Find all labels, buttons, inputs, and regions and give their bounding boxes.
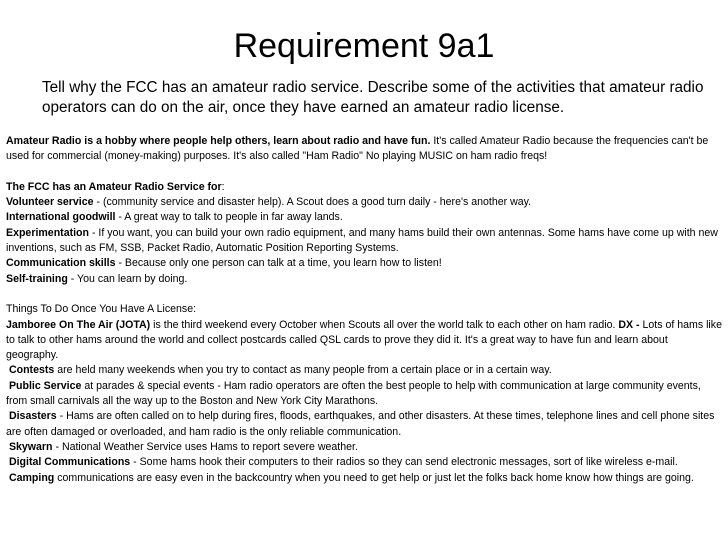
activity-text: are held many weekends when you try to contact as many people from a certain place or in a certain way. <box>54 364 552 377</box>
activity-disasters <box>6 409 722 440</box>
activity-skywarn <box>6 440 722 455</box>
activity-term: Public Service <box>8 379 82 392</box>
activity-text: communications are easy even in the backcountry when you need to get help or just let the folks back home know how things are going. <box>54 471 694 484</box>
intro-paragraph <box>6 134 722 165</box>
service-text: - If you want, you can build your own radio equipment, and many hams build their own antennas. Some hams have come up with new inventions, such as FM, SSB, Packet Radio, Automatic Position Reporting Systems. <box>6 226 718 255</box>
intro-bold: Amateur Radio is a hobby where people help others, learn about radio and have fun. <box>6 135 431 147</box>
slide-title: Requirement 9a1 <box>233 27 495 65</box>
service-item-experimentation <box>6 226 722 257</box>
activity-term: Jamboree On The Air (JOTA) <box>6 318 151 331</box>
requirement-question: Tell why the FCC has an amateur radio service. Describe some of the activities that amateur radio operators can do on the air, once they have earned an amateur radio license. <box>42 79 704 116</box>
service-text: - (community service and disaster help). A Scout does a good turn daily - here's another way. <box>93 196 532 209</box>
service-heading-colon: : <box>221 180 225 193</box>
activity-text: is the third weekend every October when Scouts all over the world talk to each other on ham radio. <box>150 318 619 331</box>
service-item-communication <box>6 256 722 271</box>
activity-text: - National Weather Service uses Hams to report severe weather. <box>52 440 358 453</box>
activity-term: Contests <box>8 364 55 377</box>
activity-text: at parades & special events - Ham radio operators are often the best people to help with communication at large community events, from small carnivals all the way up to the Boston and New York City Marathons. <box>6 379 701 408</box>
activity-camping <box>6 471 722 486</box>
service-term: Experimentation <box>6 226 90 239</box>
service-term: Volunteer service <box>6 196 94 209</box>
service-heading-bold: The FCC has an Amateur Radio Service for <box>6 180 222 193</box>
activity-term: Camping <box>8 471 55 484</box>
activity-term: Skywarn <box>8 440 53 453</box>
activity-text: - Hams are often called on to help during fires, floods, earthquakes, and other disasters. At these times, telephone lines and cell phone sites are often damaged or overloaded, and ham radio is the only reliable communication. <box>6 410 715 438</box>
service-term: Self-training <box>6 272 68 285</box>
service-text: - A great way to talk to people in far away lands. <box>115 211 343 224</box>
activity-term: Digital Communications <box>8 456 131 469</box>
slide-body <box>6 134 722 486</box>
service-item-self-training <box>6 272 722 287</box>
activity-term: Disasters <box>8 410 57 423</box>
activity-contests <box>6 363 722 378</box>
activity-text: - Some hams hook their computers to their radios so they can send electronic messages, sort of like wireless e-mail. <box>130 456 678 469</box>
service-item-goodwill <box>6 210 722 225</box>
service-term: Communication skills <box>6 257 116 270</box>
activity-term: DX - <box>618 318 640 331</box>
intro-text: It's called Amateur Radio because the frequencies can't be used for commercial (money-making) purposes. It's also called "Ham Radio" No playing MUSIC on ham radio freqs! <box>6 135 709 163</box>
activity-digital <box>6 455 722 470</box>
activity-public-service <box>6 379 722 410</box>
service-term: International goodwill <box>6 211 116 224</box>
activity-text: Lots of hams like to talk to other hams around the world and collect postcards called QSL cards to prove they did it. It's a great way to have fun and learn about geography. <box>6 318 722 362</box>
activity-jota-dx <box>6 318 722 364</box>
service-text: - Because only one person can talk at a time, you learn how to listen! <box>115 257 442 270</box>
service-text: - You can learn by doing. <box>67 272 188 285</box>
service-heading <box>6 180 722 195</box>
service-item-volunteer <box>6 195 722 210</box>
activities-heading: Things To Do Once You Have A License: <box>6 303 197 316</box>
